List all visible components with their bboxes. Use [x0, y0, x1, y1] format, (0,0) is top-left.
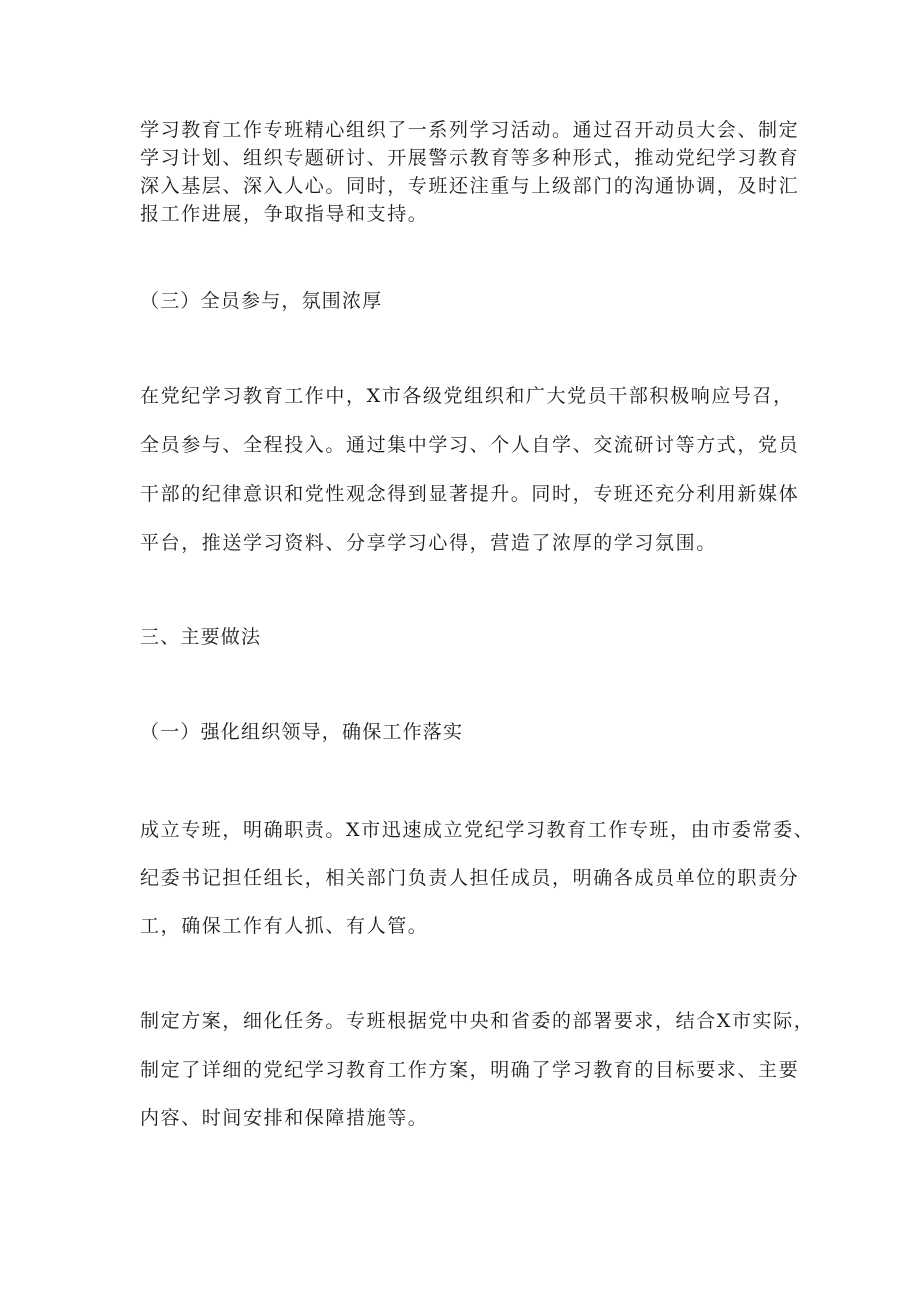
text-line: 学习教育工作专班精心组织了一系列学习活动。通过召开动员大会、制定: [140, 119, 800, 141]
text-line: 报工作进展，争取指导和支持。: [140, 203, 429, 225]
subsection-heading-3: （三）全员参与，氛围浓厚: [140, 290, 383, 312]
text-line: 内容、时间安排和保障措施等。: [140, 1107, 429, 1129]
subsection-heading-1: （一）强化组织领导，确保工作落实: [140, 721, 464, 743]
text-line: 学习计划、组织专题研讨、开展警示教育等多种形式，推动党纪学习教育: [140, 147, 800, 169]
text-line: 纪委书记担任组长，相关部门负责人担任成员，明确各成员单位的职责分: [140, 867, 800, 889]
text-line: 制定了详细的党纪学习教育工作方案，明确了学习教育的目标要求、主要: [140, 1059, 800, 1081]
text-line: 在党纪学习教育工作中，X市各级党组织和广大党员干部积极响应号召，: [140, 385, 794, 407]
text-line: 全员参与、全程投入。通过集中学习、个人自学、交流研讨等方式，党员: [140, 434, 800, 456]
text-line: 制定方案，细化任务。专班根据党中央和省委的部署要求，结合X市实际，: [140, 1010, 815, 1032]
text-line: 成立专班，明确职责。X市迅速成立党纪学习教育工作专班，由市委常委、: [140, 819, 815, 841]
text-line: 平台，推送学习资料、分享学习心得，营造了浓厚的学习氛围。: [140, 532, 717, 554]
text-line: 干部的纪律意识和党性观念得到显著提升。同时，专班还充分利用新媒体: [140, 483, 800, 505]
section-title: 三、主要做法: [140, 626, 262, 648]
text-line: 工，确保工作有人抓、有人管。: [140, 915, 429, 937]
text-line: 深入基层、深入人心。同时，专班还注重与上级部门的沟通协调，及时汇: [140, 175, 800, 197]
